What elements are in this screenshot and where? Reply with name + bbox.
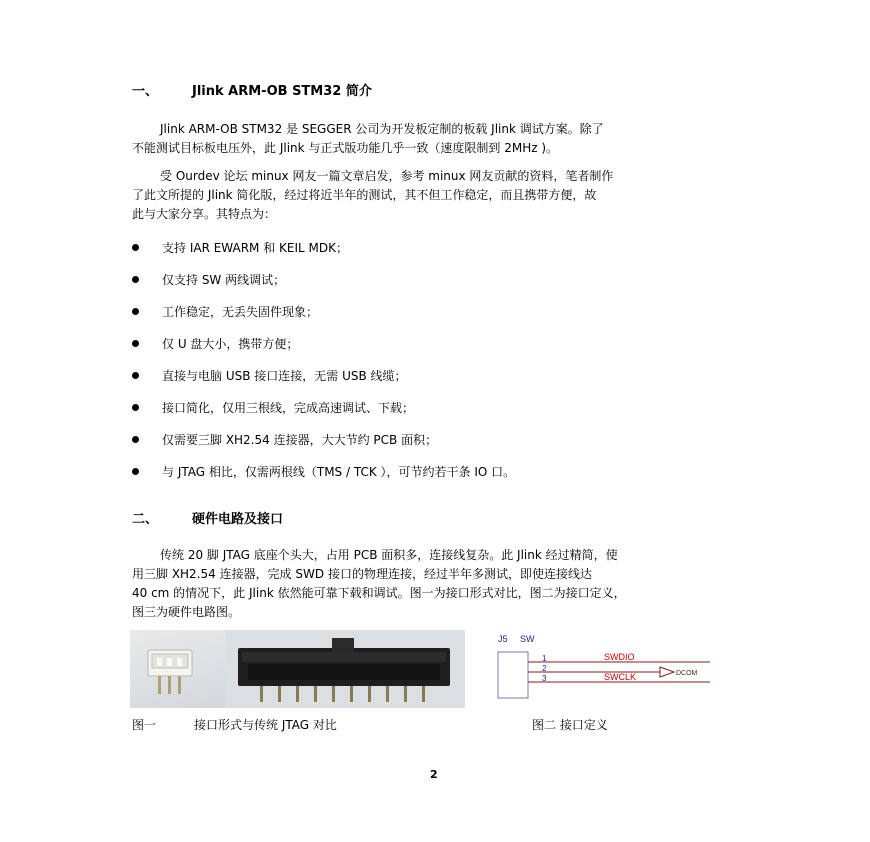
paragraph-line: 了此文所提的 Jlink 简化版，经过将近半年的测试，其不但工作稳定，而且携带方便，故 bbox=[132, 188, 597, 202]
hardware-paragraph bbox=[132, 546, 744, 622]
list-item-text: 与 JTAG 相比，仅需两根线（TMS / TCK ），可节约若干条 IO 口。 bbox=[162, 465, 516, 479]
net-swclk-label: SWCLK bbox=[604, 672, 637, 682]
feature-list bbox=[132, 240, 515, 496]
paragraph-line: 图三为硬件电路图。 bbox=[132, 605, 241, 619]
figure-2-caption: 图二 接口定义 bbox=[532, 718, 608, 732]
page-number: 2 bbox=[430, 768, 438, 781]
list-item bbox=[132, 272, 515, 304]
list-item bbox=[132, 432, 515, 464]
list-item bbox=[132, 368, 515, 400]
connector-symbol bbox=[498, 652, 528, 698]
pin-3-label: 3 bbox=[542, 674, 547, 683]
paragraph-line: 此与大家分享。其特点为： bbox=[132, 207, 277, 221]
section-1-heading bbox=[132, 80, 372, 99]
figure-1-number: 图一 bbox=[132, 718, 157, 732]
figure-1-caption bbox=[132, 716, 337, 733]
list-item-text: 工作稳定，无丢失固件现象； bbox=[162, 305, 319, 319]
section-2-title: 硬件电路及接口 bbox=[192, 512, 284, 527]
bullet-icon bbox=[132, 308, 139, 315]
background-paragraph bbox=[132, 167, 744, 224]
paragraph-line: 受 Ourdev 论坛 minux 网友一篇文章启发，参考 minux 网友贡献的资料，笔者制作 bbox=[160, 169, 614, 183]
port-arrow-icon bbox=[660, 667, 674, 677]
dcom-label: DCOM bbox=[676, 670, 698, 677]
list-item bbox=[132, 240, 515, 272]
paragraph-line: 40 cm 的情况下，此 Jlink 依然能可靠下载和调试。图一为接口形式对比，图二为接口定义， bbox=[132, 586, 626, 600]
section-2-heading bbox=[132, 508, 283, 527]
paragraph-line: 不能测试目标板电压外，此 Jlink 与正式版功能几乎一致（速度限制到 2MHz )。 bbox=[132, 141, 559, 155]
figure-1-text: 接口形式与传统 JTAG 对比 bbox=[194, 718, 337, 732]
bullet-icon bbox=[132, 404, 139, 411]
paragraph-line: 传统 20 脚 JTAG 底座个头大，占用 PCB 面积多，连接线复杂。此 Jlink 经过精简，使 bbox=[160, 548, 618, 562]
section-1-title: Jlink ARM-OB STM32 简介 bbox=[192, 84, 372, 99]
connector-comparison-photo bbox=[130, 630, 465, 708]
bullet-icon bbox=[132, 244, 139, 251]
bullet-icon bbox=[132, 468, 139, 475]
schematic-ref-label: J5 bbox=[498, 634, 508, 644]
paragraph-line: 用三脚 XH2.54 连接器，完成 SWD 接口的物理连接，经过半年多测试，即使连接线达 bbox=[132, 567, 592, 581]
bullet-icon bbox=[132, 340, 139, 347]
list-item bbox=[132, 464, 515, 496]
bullet-icon bbox=[132, 436, 139, 443]
interface-schematic bbox=[490, 632, 715, 704]
list-item-text: 仅需要三脚 XH2.54 连接器，大大节约 PCB 面积； bbox=[162, 433, 438, 447]
list-item bbox=[132, 400, 515, 432]
bullet-icon bbox=[132, 372, 139, 379]
paragraph-line: Jlink ARM-OB STM32 是 SEGGER 公司为开发板定制的板载 Jlink 调试方案。除了 bbox=[160, 122, 604, 136]
pin-2-label: 2 bbox=[542, 664, 547, 673]
list-item-text: 接口简化，仅用三根线，完成高速调试、下载； bbox=[162, 401, 415, 415]
bullet-icon bbox=[132, 276, 139, 283]
list-item-text: 仅 U 盘大小，携带方便； bbox=[162, 337, 299, 351]
net-swdio-label: SWDIO bbox=[604, 652, 635, 662]
section-1-number: 一、 bbox=[132, 84, 159, 99]
list-item bbox=[132, 304, 515, 336]
intro-paragraph bbox=[132, 120, 744, 158]
list-item bbox=[132, 336, 515, 368]
pin-1-label: 1 bbox=[542, 654, 547, 663]
schematic-name-label: SW bbox=[520, 634, 535, 644]
list-item-text: 支持 IAR EWARM 和 KEIL MDK； bbox=[162, 241, 348, 255]
list-item-text: 仅支持 SW 两线调试； bbox=[162, 273, 286, 287]
list-item-text: 直接与电脑 USB 接口连接，无需 USB 线缆； bbox=[162, 369, 407, 383]
section-2-number: 二、 bbox=[132, 512, 159, 527]
